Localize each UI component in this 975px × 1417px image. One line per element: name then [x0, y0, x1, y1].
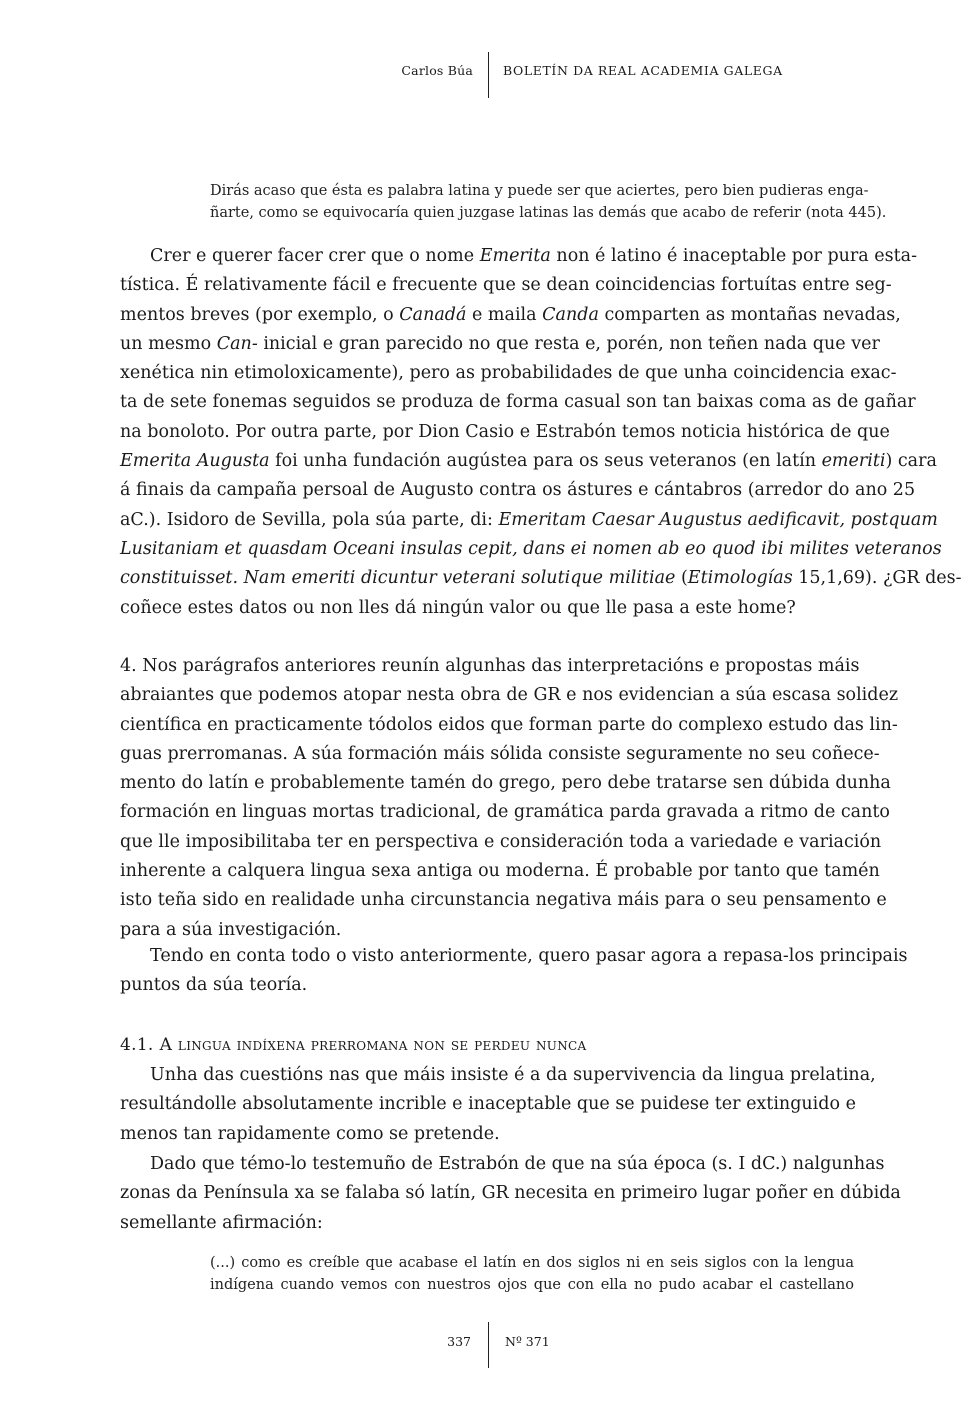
paragraph-line: semellante afirmación: — [120, 1212, 323, 1233]
page-number: 337 — [447, 1334, 471, 1349]
paragraph-line: na bonoloto. Por outra parte, por Dion Casio e Estrabón temos noticia histórica de que — [120, 421, 890, 442]
section-heading — [120, 1032, 855, 1058]
running-header-author: Carlos Búa — [401, 63, 473, 78]
paragraph-line: Dado que témo-lo testemuño de Estrabón de que na súa época (s. I dC.) nalgunhas — [150, 1154, 885, 1174]
block-quote-1 — [210, 180, 887, 224]
paragraph-line: 4. Nos parágrafos anteriores reunín algunhas das interpretacións e propostas máis — [120, 656, 860, 676]
paragraph-line: aC.). Isidoro de Sevilla, pola súa parte, di: Emeritam Caesar Augustus aedificavit, postquam — [120, 509, 938, 530]
paragraph-line: zonas da Península xa se falaba só latín, GR necesita en primeiro lugar poñer en dúbida — [120, 1183, 901, 1204]
paragraph-line: constituisset. Nam emeriti dicuntur veterani solutique militiae (Etimologías 15,1,69). ¿GR des- — [120, 568, 962, 589]
paragraph-line: tística. É relativamente fácil e frecuente que se dean coincidencias fortuítas entre seg- — [120, 275, 892, 296]
paragraph-line: formación en linguas mortas tradicional, de gramática parda gravada a ritmo de canto — [120, 802, 890, 823]
paragraph-line: xenética nin etimoloxicamente), pero as probabilidades de que unha coincidencia exac- — [120, 363, 897, 384]
paragraph-line: á finais da campaña persoal de Augusto contra os ástures e cántabros (arredor do ano 25 — [120, 480, 916, 501]
paragraph-line: Tendo en conta todo o visto anteriormente, quero pasar agora a repasa-los principais — [150, 946, 908, 966]
paragraph-line: un mesmo Can- inicial e gran parecido no que resta e, porén, non teñen nada que ver — [120, 333, 880, 354]
block-quote-2 — [210, 1252, 854, 1296]
paragraph-line: científica en practicamente tódolos eidos que forman parte do complexo estudo das lin- — [120, 714, 898, 735]
paragraph-line: guas prerromanas. A súa formación máis sólida consiste seguramente no seu coñece- — [120, 743, 880, 764]
running-header-journal: BOLETÍN DA REAL ACADEMIA GALEGA — [503, 63, 783, 78]
paragraph-line: isto teña sido en realidade unha circunstancia negativa máis para o seu pensamento e — [120, 890, 887, 911]
paragraph-5 — [120, 1150, 901, 1238]
paragraph-1 — [120, 242, 962, 623]
paragraph-line: ta de sete fonemas seguidos se produza de forma casual son tan baixas coma as de gañar — [120, 392, 916, 413]
paragraph-line: inherente a calquera lingua sexa antiga ou moderna. É probable por tanto que tamén — [120, 861, 880, 882]
paragraph-line: Unha das cuestións nas que máis insiste é a da supervivencia da lingua prelatina, — [150, 1065, 876, 1085]
paragraph-line: menos tan rapidamente como se pretende. — [120, 1123, 500, 1144]
paragraph-line: puntos da súa teoría. — [120, 975, 308, 996]
issue-number: Nº 371 — [505, 1334, 550, 1349]
section-title: A lingua indíxena prerromana non se perdeu nunca — [159, 1035, 587, 1055]
quote-line: indígena cuando vemos con nuestros ojos que con ella no pudo acabar el castellano — [210, 1277, 854, 1293]
footer-divider — [488, 1322, 489, 1368]
header-divider — [488, 52, 489, 98]
paragraph-line: Lusitaniam et quasdam Oceani insulas cepit, dans ei nomen ab eo quod ibi milites veteranos — [120, 538, 942, 559]
quote-line: (...) como es creíble que acabase el latín en dos siglos ni en seis siglos con la lengua — [210, 1255, 854, 1271]
quote-line: Dirás acaso que ésta es palabra latina y puede ser que aciertes, pero bien pudieras enga- — [210, 183, 869, 199]
paragraph-line: para a súa investigación. — [120, 919, 342, 940]
paragraph-line: mentos breves (por exemplo, o Canadá e maila Canda comparten as montañas nevadas, — [120, 304, 901, 325]
paragraph-line: Crer e querer facer crer que o nome Emerita non é latino é inaceptable por pura esta- — [150, 246, 917, 266]
paragraph-4 — [120, 1061, 876, 1149]
paragraph-line: que lle imposibilitaba ter en perspectiva e consideración toda a variedade e variación — [120, 831, 882, 852]
paragraph-line: mento do latín e probablemente tamén do grego, pero debe tratarse sen dúbida dunha — [120, 773, 891, 794]
paragraph-2 — [120, 652, 899, 945]
paragraph-line: abraiantes que podemos atopar nesta obra de GR e nos evidencian a súa escasa solidez — [120, 685, 899, 706]
paragraph-line: resultándolle absolutamente incrible e inaceptable que se puidese ter extinguido e — [120, 1094, 856, 1115]
paragraph-line: Emerita Augusta foi unha fundación augústea para os seus veteranos (en latín emeriti) cara — [120, 451, 937, 472]
paragraph-3 — [120, 942, 908, 1001]
quote-line: ñarte, como se equivocaría quien juzgase latinas las demás que acabo de referir (nota 445). — [210, 205, 887, 221]
section-number: 4.1. — [120, 1035, 154, 1055]
paragraph-line: coñece estes datos ou non lles dá ningún valor ou que lle pasa a este home? — [120, 597, 796, 618]
